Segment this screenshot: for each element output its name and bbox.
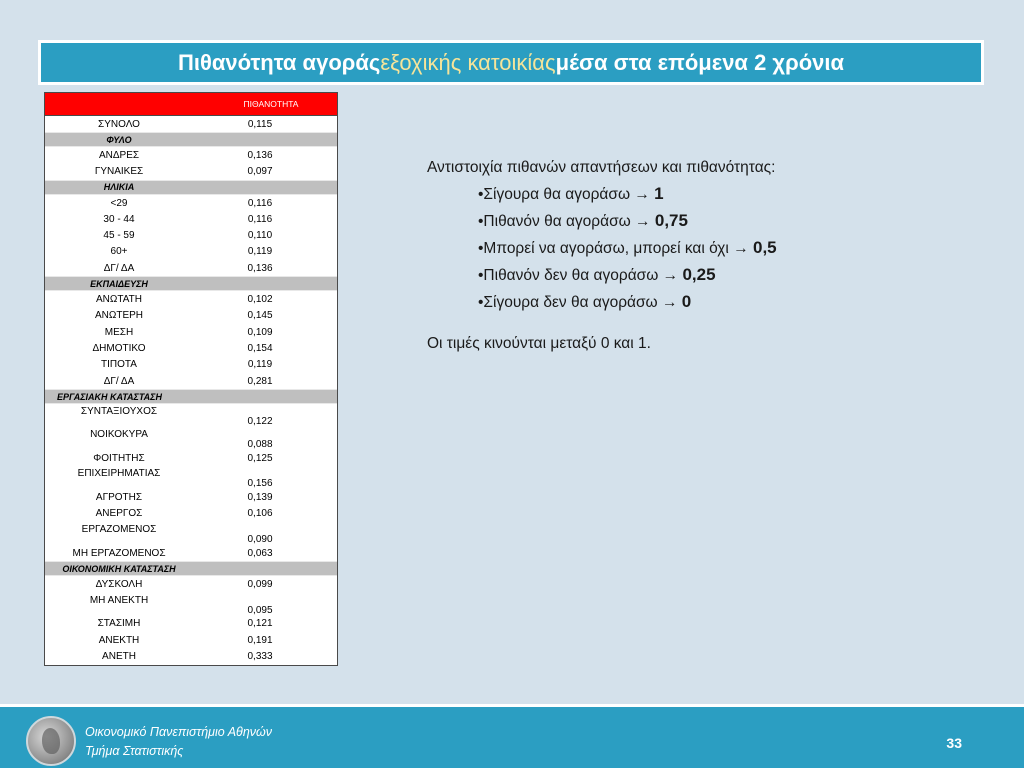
row-value: 0,122	[247, 416, 273, 428]
row-label: ΑΝΩΤΕΡΗ	[94, 310, 144, 322]
table-section-row	[45, 276, 337, 291]
row-label: ΣΥΝΟΛΟ	[98, 118, 140, 130]
footer-org-line-1: Οικονομικό Πανεπιστήμιο Αθηνών	[85, 725, 273, 739]
row-value: 0,097	[247, 166, 273, 178]
table-header	[45, 93, 337, 116]
row-value: 0,121	[247, 618, 273, 630]
table-row	[45, 227, 337, 243]
row-value: 0,116	[247, 197, 273, 209]
row-label: ΓΥΝΑΙΚΕΣ	[94, 166, 144, 178]
row-value: 0,095	[247, 604, 273, 616]
row-value: 0,191	[247, 634, 273, 646]
arrow-right-icon: →	[662, 267, 679, 284]
footer-bar	[0, 704, 1024, 768]
table-row	[45, 116, 337, 132]
arrow-right-icon: →	[635, 213, 651, 230]
table-row	[45, 291, 337, 307]
info-item-text: •Σίγουρα δεν θα αγοράσω	[478, 294, 662, 311]
row-value: 0,109	[247, 326, 273, 338]
header-probability: ΠΙΘΑΝΟΤΗΤΑ	[243, 99, 299, 109]
info-item-text: •Μπορεί να αγοράσω, μπορεί και όχι	[478, 240, 734, 257]
row-label: ΜΕΣΗ	[104, 326, 134, 338]
row-label: ΑΝΩΤΑΤΗ	[96, 294, 142, 306]
row-label: ΕΠΙΧΕΙΡΗΜΑΤΙΑΣ	[77, 468, 161, 480]
table-row	[45, 632, 337, 648]
table-row	[45, 164, 337, 180]
table-row	[45, 506, 337, 522]
table-row	[45, 211, 337, 227]
info-item-value: 0,5	[753, 238, 777, 257]
row-label: ΣΥΝΤΑΞΙΟΥΧΟΣ	[80, 406, 158, 418]
info-panel	[427, 156, 987, 353]
table-row	[45, 373, 337, 389]
table-section-row	[45, 132, 337, 147]
table-row	[45, 522, 337, 545]
row-value: 0,119	[247, 359, 273, 371]
info-list-item	[427, 288, 987, 315]
section-label: ΗΛΙΚΙΑ	[103, 182, 135, 193]
table-row	[45, 404, 337, 427]
row-value: 0,125	[247, 452, 273, 464]
info-lead: Αντιστοιχία πιθανών απαντήσεων και πιθανότητας:	[427, 159, 776, 176]
table-row	[45, 450, 337, 466]
table-row	[45, 466, 337, 489]
row-value: 0,136	[247, 149, 273, 161]
row-value: 0,110	[247, 230, 273, 242]
info-item-text: •Πιθανόν δεν θα αγοράσω	[478, 267, 663, 284]
row-value: 0,063	[247, 547, 273, 559]
row-label: ΣΤΑΣΙΜΗ	[97, 618, 141, 630]
probability-table	[44, 92, 338, 666]
row-label: ΦΟΙΤΗΤΗΣ	[93, 452, 145, 464]
title-highlight: εξοχικής κατοικίας	[380, 49, 556, 75]
row-label: ΑΝΕΤΗ	[102, 650, 136, 662]
table-row	[45, 545, 337, 561]
row-label: ΑΝΕΚΤΗ	[98, 634, 140, 646]
info-note: Οι τιμές κινούνται μεταξύ 0 και 1.	[427, 335, 651, 352]
table-row	[45, 576, 337, 592]
title-part-2: μέσα στα επόμενα 2 χρόνια	[555, 49, 845, 75]
info-item-value: 1	[654, 184, 664, 203]
section-label: ΦΥΛΟ	[106, 134, 132, 145]
table-row	[45, 357, 337, 373]
arrow-right-icon: →	[661, 294, 678, 311]
table-row	[45, 324, 337, 340]
title-part-1: Πιθανότητα αγοράς	[177, 49, 381, 75]
table-row	[45, 616, 337, 632]
row-value: 0,090	[247, 534, 273, 546]
row-label: <29	[110, 197, 128, 209]
row-value: 0,116	[247, 213, 273, 225]
table-body	[45, 116, 337, 665]
table-section-row	[45, 389, 337, 404]
table-row	[45, 489, 337, 505]
table-row	[45, 427, 337, 450]
row-value: 0,102	[247, 294, 273, 306]
row-value: 0,106	[247, 508, 273, 520]
row-value: 0,136	[247, 262, 273, 274]
info-item-value: 0,25	[682, 265, 716, 284]
footer-org	[85, 723, 272, 761]
row-label: ΔΗΜΟΤΙΚΟ	[92, 342, 146, 354]
table-row	[45, 195, 337, 211]
row-label: ΑΝΕΡΓΟΣ	[95, 508, 143, 520]
footer-org-line-2: Τμήμα Στατιστικής	[85, 744, 184, 758]
row-label: ΑΓΡΟΤΗΣ	[95, 492, 143, 504]
table-row	[45, 648, 337, 664]
info-list-item	[427, 180, 987, 207]
row-label: ΜΗ ΑΝΕΚΤΗ	[89, 594, 149, 606]
row-label: ΔΓ/ ΔΑ	[103, 375, 135, 387]
table-section-row	[45, 561, 337, 576]
table-row	[45, 308, 337, 324]
row-value: 0,099	[247, 578, 273, 590]
row-value: 0,333	[247, 650, 273, 662]
row-value: 0,156	[247, 478, 273, 490]
section-label: ΕΡΓΑΣΙΑΚΗ ΚΑΤΑΣΤΑΣΗ	[57, 391, 162, 402]
row-label: ΝΟΙΚΟΚΥΡΑ	[90, 429, 148, 441]
info-list-item	[427, 261, 987, 288]
row-label: ΔΥΣΚΟΛΗ	[95, 578, 143, 590]
info-item-text: •Πιθανόν θα αγοράσω	[478, 213, 636, 230]
row-label: 45 - 59	[103, 230, 135, 242]
row-value: 0,145	[247, 310, 273, 322]
row-label: ΕΡΓΑΖΟΜΕΝΟΣ	[81, 524, 157, 536]
row-label: ΔΓ/ ΔΑ	[103, 262, 135, 274]
table-section-row	[45, 180, 337, 195]
table-row	[45, 244, 337, 260]
page-number: 33	[946, 735, 962, 751]
section-label: ΕΚΠΑΙΔΕΥΣΗ	[90, 278, 148, 289]
table-row	[45, 260, 337, 276]
row-value: 0,139	[247, 492, 273, 504]
row-label: ΜΗ ΕΡΓΑΖΟΜΕΝΟΣ	[72, 547, 166, 559]
arrow-right-icon: →	[733, 240, 749, 257]
info-list-item	[427, 207, 987, 234]
info-item-value: 0,75	[654, 211, 688, 230]
row-label: 60+	[110, 246, 128, 258]
arrow-right-icon: →	[634, 186, 650, 203]
info-list-item	[427, 234, 987, 261]
row-value: 0,088	[247, 439, 273, 451]
row-value: 0,281	[247, 375, 273, 387]
table-row	[45, 147, 337, 163]
info-item-text: •Σίγουρα θα αγοράσω	[478, 186, 635, 203]
row-value: 0,154	[247, 342, 273, 354]
info-item-value: 0	[681, 292, 692, 311]
info-list	[427, 180, 987, 315]
row-label: ΑΝΔΡΕΣ	[98, 149, 140, 161]
row-value: 0,119	[247, 246, 273, 258]
table-row	[45, 593, 337, 616]
header-blank-cell	[45, 93, 193, 115]
section-label: ΟΙΚΟΝΟΜΙΚΗ ΚΑΤΑΣΤΑΣΗ	[62, 563, 176, 574]
slide-title	[38, 40, 984, 85]
row-value: 0,115	[247, 118, 273, 130]
row-label: 30 - 44	[103, 213, 135, 225]
row-label: ΤΙΠΟΤΑ	[101, 359, 137, 371]
university-emblem-icon	[26, 716, 76, 766]
table-row	[45, 340, 337, 356]
